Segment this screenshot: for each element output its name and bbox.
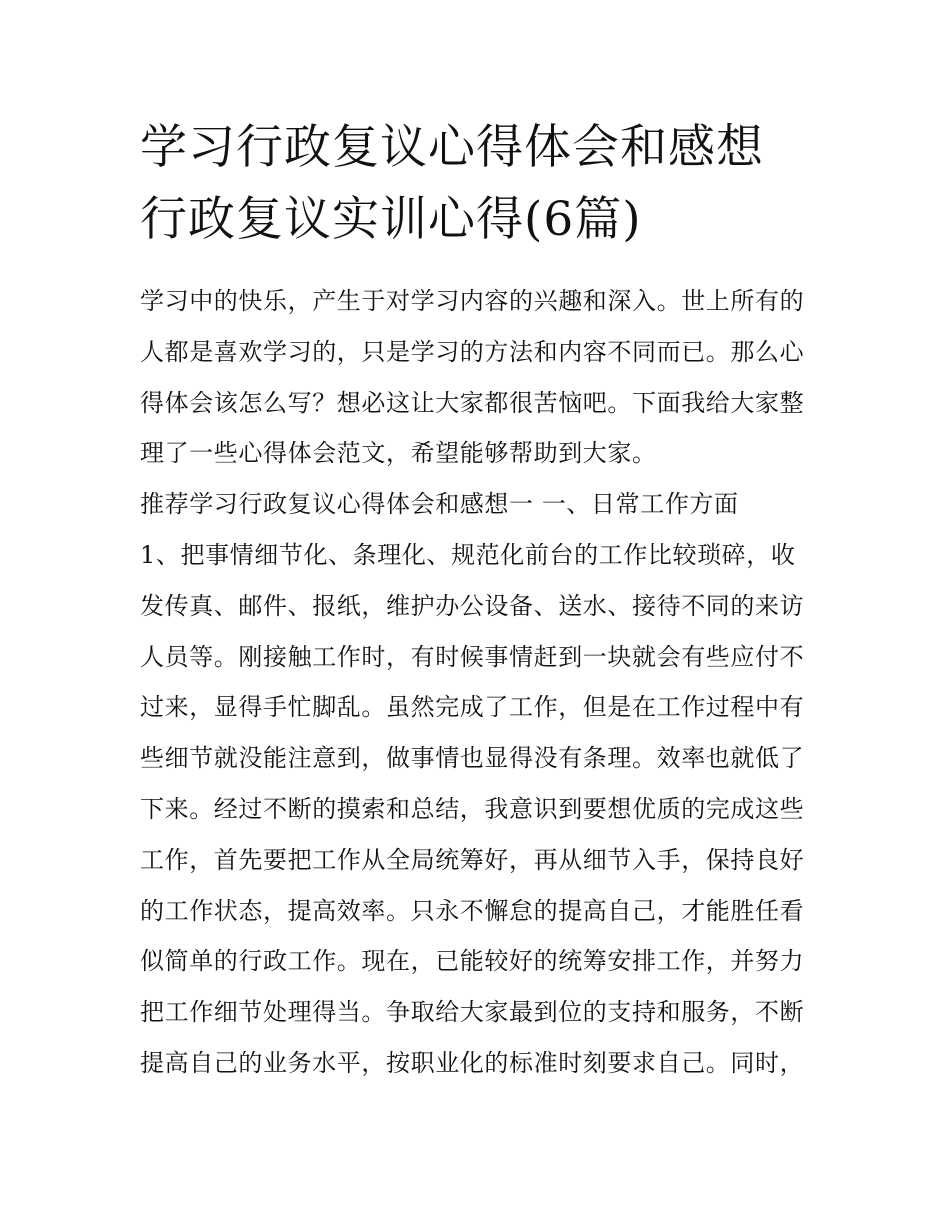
body-line: 得体会该怎么写？想必这让大家都很苦恼吧。下面我给大家整	[140, 388, 805, 417]
body-line: 似简单的行政工作。现在，已能较好的统筹安排工作，并努力	[140, 947, 805, 976]
body-line: 人都是喜欢学习的，只是学习的方法和内容不同而已。那么心	[140, 337, 805, 366]
body-line: 1、把事情细节化、条理化、规范化前台的工作比较琐碎，收	[140, 540, 796, 569]
title-line: 学习行政复议心得体会和感想	[140, 120, 764, 175]
body-line: 的工作状态，提高效率。只永不懈怠的提高自己，才能胜任看	[140, 896, 805, 925]
body-line: 把工作细节处理得当。争取给大家最到位的支持和服务，不断	[140, 998, 805, 1027]
document-body	[140, 276, 820, 1089]
body-line: 提高自己的业务水平，按职业化的标准时刻要求自己。同时，	[140, 1048, 805, 1077]
body-line: 下来。经过不断的摸索和总结，我意识到要想优质的完成这些	[140, 794, 805, 823]
section-heading-line: 推荐学习行政复议心得体会和感想一 一、日常工作方面	[140, 490, 739, 519]
body-line: 些细节就没能注意到，做事情也显得没有条理。效率也就低了	[140, 744, 805, 773]
body-line: 理了一些心得体会范文，希望能够帮助到大家。	[140, 439, 657, 468]
body-line: 学习中的快乐，产生于对学习内容的兴趣和深入。世上所有的	[140, 287, 805, 315]
body-line: 工作，首先要把工作从全局统筹好，再从细节入手，保持良好	[140, 845, 805, 874]
document-title	[140, 112, 820, 256]
body-line: 人员等。刚接触工作时，有时候事情赶到一块就会有些应付不	[140, 642, 805, 671]
title-line: 行政复议实训心得(6篇)	[140, 192, 642, 247]
body-line: 过来，显得手忙脚乱。虽然完成了工作，但是在工作过程中有	[140, 693, 805, 722]
body-line: 发传真、邮件、报纸，维护办公设备、送水、接待不同的来访	[140, 591, 805, 620]
